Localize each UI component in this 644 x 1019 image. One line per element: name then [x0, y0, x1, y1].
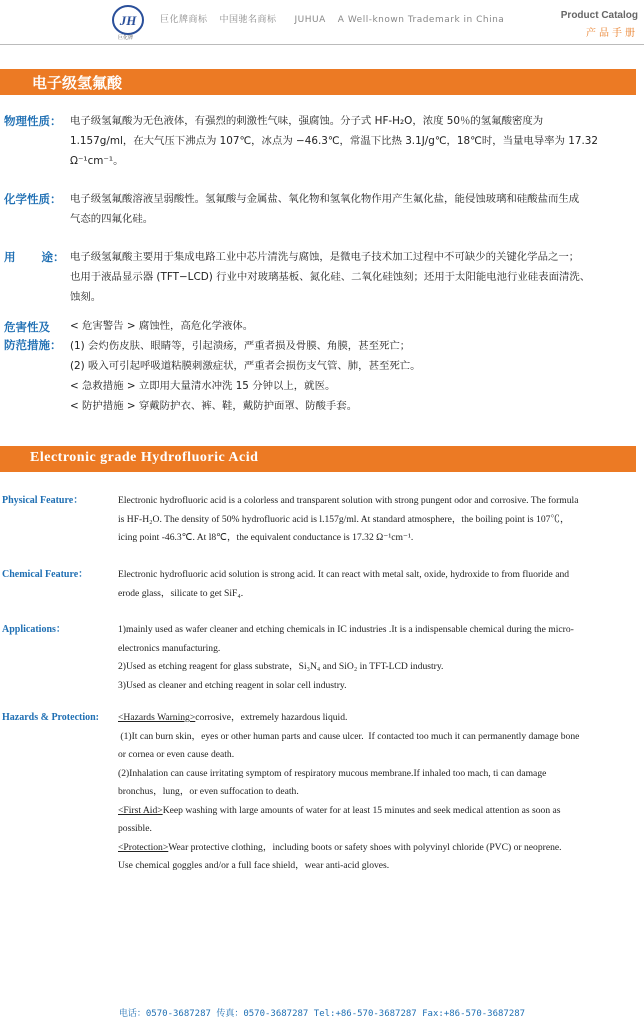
svg-text:JH: JH [119, 13, 137, 28]
text-line: Electronic hydrofluoric acid solution is strong acid. It can react with metal salt, oxide, hydroxide to from fluoride and [118, 569, 570, 580]
section-header-cn [0, 69, 636, 95]
protection-tag: <Protection> [118, 841, 169, 853]
brand-famous: 中国驰名商标 [219, 15, 277, 25]
cn-physical-label: 物理性质： [4, 114, 62, 128]
catalog-title-en: Product Catalog [560, 10, 638, 21]
text-line: 3)Used as cleaner and etching reagent in solar cell industry. [118, 679, 347, 691]
text-line: 电子级氢氟酸为无色液体，有强烈的刺激性气味，强腐蚀。分子式 HF-H₂O，浓度 50％的氢氟酸密度为 [70, 115, 544, 127]
usage-label-a: 用 [4, 250, 16, 264]
en-chemical-text [118, 566, 638, 603]
en-applications-label: Applications： [2, 624, 66, 635]
cn-hazard-label [4, 318, 66, 354]
text-line: bronchus，lung，or even suffocation to death. [118, 786, 299, 797]
en-physical-label: Physical Feature： [2, 495, 84, 506]
text-line: (2)Inhalation can cause irritating symptom of respiratory mucous membrane.If inhaled too mach, ti can damage [118, 767, 547, 779]
en-hazards-text [118, 709, 638, 876]
text-line: possible. [118, 823, 152, 834]
section-title-cn: 电子级氢氟酸 [32, 74, 123, 92]
text-line: < 急救措施 > 立即用大量清水冲洗 15 分钟以上，就医。 [70, 380, 336, 392]
text-line: electronics manufacturing. [118, 642, 221, 654]
page-header [0, 0, 644, 44]
text-line: (1) 会灼伤皮肤、眼睛等，引起溃疡，严重者损及骨膜、角膜，甚至死亡； [70, 340, 411, 352]
text-line: Use chemical goggles and/or a full face shield，wear anti-acid gloves. [118, 860, 390, 871]
text-line: Ω⁻¹cm⁻¹。 [70, 155, 124, 167]
hazards-warning-text: corrosive，extremely hazardous liquid. [195, 712, 348, 723]
protection-text: Wear protective clothing，including boots or safety shoes with polyvinyl chloride (PVC) or neoprene. [168, 841, 562, 853]
catalog-title-cn: 产品手册 [586, 28, 638, 39]
cn-chemical-label: 化学性质： [4, 192, 62, 206]
brand-name: 巨化牌商标 [160, 15, 208, 25]
hazard-label-b: 防范措施： [4, 338, 62, 352]
section-title-en: Electronic grade Hydrofluoric Acid [30, 450, 259, 465]
juhua-logo-icon [112, 4, 144, 36]
text-line: is HF-H₂O. The density of 50% hydrofluoric acid is l.157g/ml. At standard atmosphere，the boiling point is 107℃， [118, 513, 570, 525]
text-line: 气态的四氟化硅。 [70, 213, 154, 225]
brand-en: JUHUA [294, 15, 326, 25]
text-line: < 危害警告 > 腐蚀性，高危化学液体。 [70, 320, 254, 332]
slogan-en: A Well-known Trademark in China [337, 15, 505, 25]
first-aid-tag: <First Aid> [118, 804, 163, 816]
text-line: (2) 吸入可引起呼吸道粘膜刺激症状，严重者会损伤支气管、肺，甚至死亡。 [70, 360, 421, 372]
text-line: < 防护措施 > 穿戴防护衣、裤、鞋，戴防护面罩、防酸手套。 [70, 400, 358, 412]
contact-footer: 电话：0570-3687287 传真：0570-3687287 Tel:+86-570-3687287 Fax:+86-570-3687287 [118, 1009, 526, 1019]
cn-physical-text [70, 111, 638, 171]
text-line: 1.157g/ml，在大气压下沸点为 107℃，冰点为 −46.3℃，常温下比热 3.1J/g℃，18℃时，当量电导率为 17.32 [70, 135, 599, 147]
text-line: 电子级氢氟酸溶液呈弱酸性。氢氟酸与金属盐、氧化物和氢氧化物作用产生氟化盐，能侵蚀玻璃和硅酸盐而生成 [70, 193, 580, 205]
cn-usage-text [70, 247, 638, 307]
text-line: or cornea or even cause death. [118, 749, 235, 760]
text-line: 1)mainly used as wafer cleaner and etching chemicals in IC industries .It is a indispensable chemical during the micro- [118, 624, 574, 635]
text-line: 蚀刻。 [70, 291, 102, 303]
first-aid-text: Keep washing with large amounts of water for at least 15 minutes and seek medical attention as soon as [162, 804, 561, 816]
header-divider [0, 44, 644, 45]
usage-label-b: 途： [41, 250, 65, 264]
section-header-en [0, 446, 636, 472]
cn-usage-label [4, 247, 66, 268]
logo-caption: 巨化牌 [118, 35, 134, 41]
hazards-warning-tag: <Hazards Warning> [118, 712, 196, 723]
brand-tagline [160, 12, 516, 25]
cn-chemical-text [70, 189, 638, 229]
text-line: (1)It can burn skin，eyes or other human parts and cause ulcer. If contacted too much it can permanently damage bone [118, 730, 580, 742]
text-line: icing point -46.3℃. At l8℃，the equivalent conductance is 17.32 Ω⁻¹cm⁻¹. [118, 532, 414, 543]
text-line: Electronic hydrofluoric acid is a colorless and transparent solution with strong pungent odor and corrosive. The formula [118, 495, 579, 506]
hazard-label-a: 危害性及 [4, 320, 50, 334]
en-physical-text [118, 492, 638, 548]
text-line: 电子级氢氟酸主要用于集成电路工业中芯片清洗与腐蚀，是微电子技术加工过程中不可缺少的关键化学品之一； [70, 251, 580, 263]
en-chemical-label: Chemical Feature： [2, 569, 89, 580]
en-applications-text [118, 621, 638, 695]
text-line: 也用于液晶显示器 (TFT−LCD) 行业中对玻璃基板、氮化硅、二氧化硅蚀刻；还用于太阳能电池行业硅表面清洗、 [70, 271, 591, 283]
text-line: erode glass，silicate to get SiF₄. [118, 587, 244, 599]
text-line: 2)Used as etching reagent for glass substrate，Si₃N₄ and SiO₂ in TFT-LCD industry. [118, 661, 444, 672]
en-hazards-label: Hazards & Protection: [2, 712, 100, 723]
cn-hazard-text [70, 316, 638, 416]
